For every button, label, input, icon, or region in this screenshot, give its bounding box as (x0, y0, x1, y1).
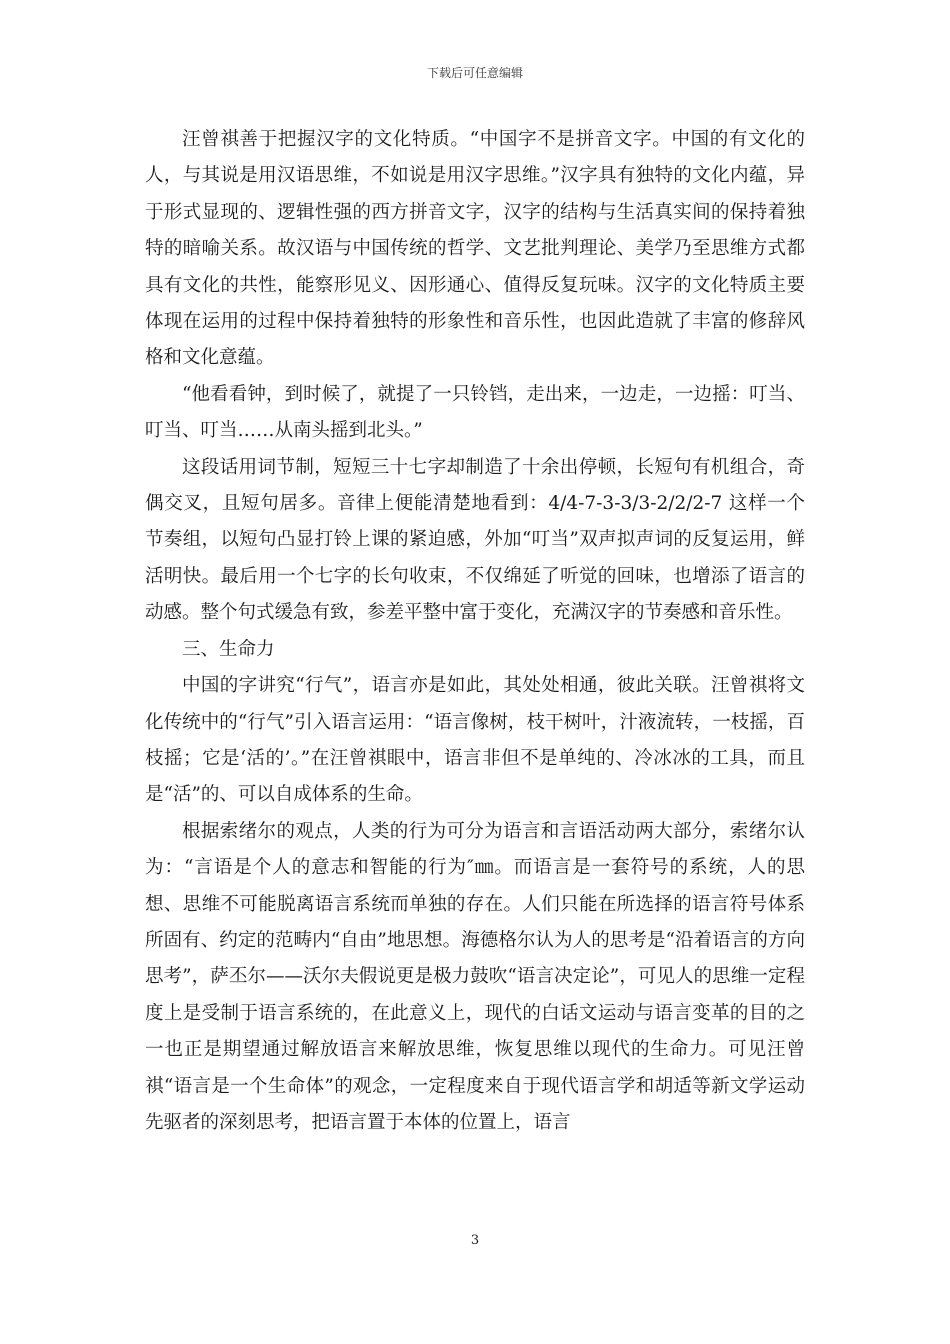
paragraph-rhythm-analysis: 这段话用词节制，短短三十七字却制造了十余出停顿，长短句有机组合，奇偶交叉，且短句居多。音律上便能清楚地看到：4/4-7-3-3/3-2/2/2-7 这样一个节奏组，以短句凸显打铃上课的紧迫感，外加“叮当”双声拟声词的反复运用，鲜活明快。最后用一个七字的长句收束，不仅绵延了听觉的回味，也增添了语言的动感。整个句式缓急有致，参差平整中富于变化，充满汉字的节奏感和音乐性。 (145, 456, 805, 624)
paragraph-hanzi-culture: 汪曾祺善于把握汉字的文化特质。“中国字不是拼音文字。中国的有文化的人，与其说是用汉语思维，不如说是用汉字思维。”汉字具有独特的文化内蕴，异于形式显现的、逻辑性强的西方拼音文字，汉字的结构与生活真实间的保持着独特的暗喻关系。故汉语与中国传统的哲学、文艺批判理论、美学乃至思维方式都具有文化的共性，能察形见义、因形通心、值得反复玩味。汉字的文化特质主要体现在运用的过程中保持着独特的形象性和音乐性，也因此造就了丰富的修辞风格和文化意蕴。 (145, 129, 805, 369)
paragraph-quote-bell: “他看看钟，到时候了，就提了一只铃铛，走出来，一边走，一边摇：叮当、叮当、叮当……从南头摇到北头。” (145, 383, 805, 442)
section-heading-vitality: 三、生命力 (182, 638, 275, 660)
paragraph-xingqi: 中国的字讲究“行气”，语言亦是如此，其处处相通，彼此关联。汪曾祺将文化传统中的“行气”引入语言运用：“语言像树，枝干树叶，汁液流转，一枝摇，百枝摇；它是‘活的’。”在汪曾祺眼中，语言非但不是单纯的、冷冰冰的工具，而且是“活”的、可以自成体系的生命。 (145, 675, 805, 806)
page-number: 3 (470, 1233, 480, 1248)
page-header-note: 下载后可任意编辑 (426, 66, 523, 80)
document-body (145, 122, 805, 1141)
paragraph-saussure: 根据索绪尔的观点，人类的行为可分为语言和言语活动两大部分，索绪尔认为：“言语是个人的意志和智能的行为″㎜。而语言是一套符号的系统，人的思想、思维不可能脱离语言系统而单独的存在。人们只能在所选择的语言符号体系所固有、约定的范畴内“自由”地思想。海德格尔认为人的思考是“沿着语言的方向思考”，萨丕尔——沃尔夫假说更是极力鼓吹“语言决定论”，可见人的思维一定程度上是受制于语言系统的，在此意义上，现代的白话文运动与语言变革的目的之一也正是期望通过解放语言来解放思维，恢复思维以现代的生命力。可见汪曾祺“语言是一个生命体”的观念，一定程度来自于现代语言学和胡适等新文学运动先驱者的深刻思考，把语言置于本体的位置上，语言 (145, 820, 805, 1133)
